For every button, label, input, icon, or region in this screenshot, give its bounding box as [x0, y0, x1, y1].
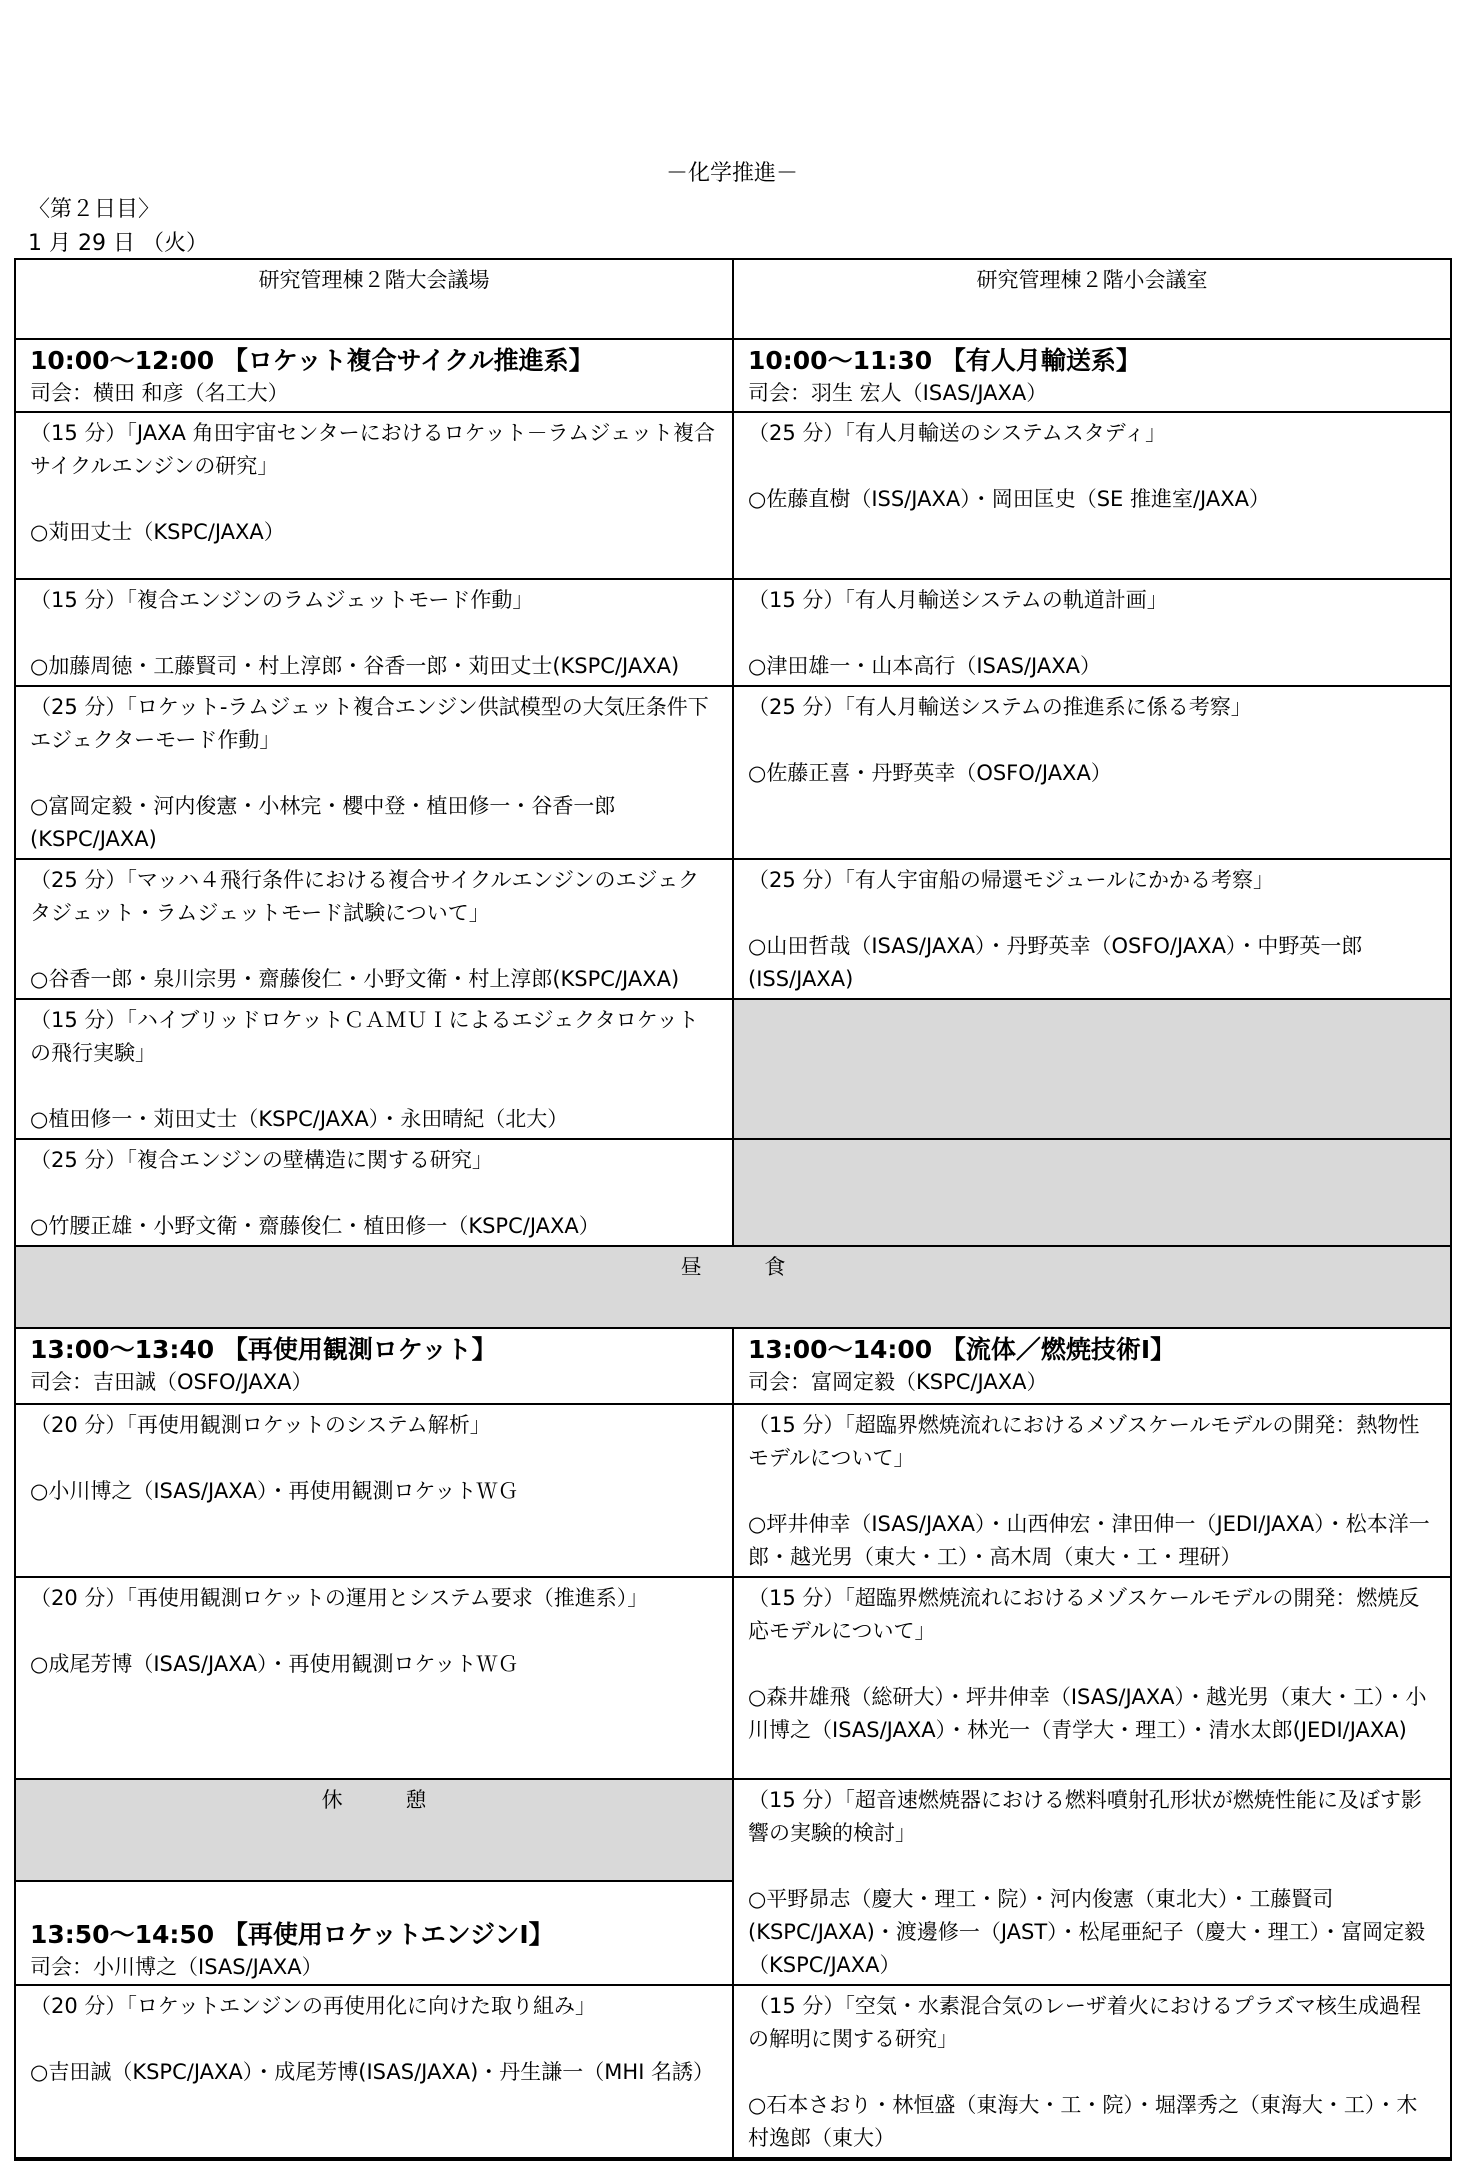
- empty-cell: [733, 1139, 1451, 1246]
- day-label: 〈第２日目〉: [28, 197, 161, 222]
- talk-title: （25 分）「有人月輸送システムの推進系に係る考察」: [748, 695, 1252, 719]
- talk-row: [15, 1139, 1451, 1246]
- talk-row: [15, 1985, 1451, 2159]
- lunch-row: [15, 1246, 1451, 1328]
- talk-title: （15 分）「JAXA 角田宇宙センターにおけるロケット－ラムジェット複合サイクルエンジンの研究」: [30, 421, 715, 478]
- talk-title: （15 分）「ハイブリッドロケットＣＡＭＵＩによるエジェクタロケットの飛行実験」: [30, 1008, 699, 1065]
- talk-title: （15 分）「有人月輸送システムの軌道計画」: [748, 588, 1168, 612]
- talk-cell: [15, 412, 733, 579]
- rest-break: [15, 1779, 733, 1881]
- talk-title: （25 分）「有人宇宙船の帰還モジュールにかかる考察」: [748, 868, 1275, 892]
- talk-cell: [15, 1985, 733, 2159]
- talk-cell: [15, 859, 733, 999]
- session-title: 13:00～14:00 【流体／燃焼技術Ⅰ】: [748, 1335, 1176, 1364]
- talk-row: [15, 1577, 1451, 1779]
- talk-authors: ○佐藤直樹（ISS/JAXA）・岡田匡史（SE 推進室/JAXA）: [748, 487, 1270, 511]
- session-header: [733, 339, 1451, 412]
- session-header: [15, 339, 733, 412]
- talk-authors: ○津田雄一・山本高行（ISAS/JAXA）: [748, 654, 1101, 678]
- room-left: 研究管理棟２階大会議場: [15, 259, 733, 339]
- session-chair: 司会：横田 和彦（名工大）: [30, 381, 289, 405]
- talk-row: [15, 999, 1451, 1139]
- talk-authors: ○山田哲哉（ISAS/JAXA）・丹野英幸（OSFO/JAXA）・中野英一郎(ISS/JAXA): [748, 934, 1363, 991]
- session-row: [15, 339, 1451, 412]
- session-chair: 司会：吉田誠（OSFO/JAXA）: [30, 1370, 313, 1394]
- session-title: 10:00～12:00 【ロケット複合サイクル推進系】: [30, 346, 594, 375]
- schedule-table: [14, 258, 1452, 2161]
- talk-cell: [15, 579, 733, 686]
- lunch-break: [15, 1246, 1451, 1328]
- session-chair: 司会：羽生 宏人（ISAS/JAXA）: [748, 381, 1048, 405]
- talk-title: （20 分）「再使用観測ロケットの運用とシステム要求（推進系）」: [30, 1586, 649, 1610]
- lunch-label: 昼 食: [680, 1255, 814, 1279]
- talk-authors: ○植田修一・苅田丈士（KSPC/JAXA）・永田晴紀（北大）: [30, 1107, 569, 1131]
- talk-authors: ○成尾芳博（ISAS/JAXA）・再使用観測ロケットＷＧ: [30, 1652, 519, 1676]
- talk-cell: [733, 859, 1451, 999]
- talk-cell: [15, 1404, 733, 1577]
- talk-row: [15, 859, 1451, 999]
- talk-row: [15, 579, 1451, 686]
- talk-authors: ○富岡定毅・河内俊憲・小林完・櫻中登・植田修一・谷香一郎(KSPC/JAXA): [30, 794, 616, 851]
- talk-authors: ○森井雄飛（総研大）・坪井伸幸（ISAS/JAXA）・越光男（東大・工）・小川博之（ISAS/JAXA）・林光一（青学大・理工）・清水太郎(JEDI/JAXA): [748, 1685, 1427, 1742]
- talk-title: （25 分）「複合エンジンの壁構造に関する研究」: [30, 1148, 493, 1172]
- talk-row: [15, 412, 1451, 579]
- talk-title: （15 分）「超音速燃焼器における燃料噴射孔形状が燃焼性能に及ぼす影響の実験的検討」: [748, 1788, 1422, 1845]
- session-title: 13:50～14:50 【再使用ロケットエンジンⅠ】: [30, 1920, 554, 1949]
- talk-cell: [15, 1139, 733, 1246]
- talk-title: （20 分）「ロケットエンジンの再使用化に向けた取り組み」: [30, 1994, 596, 2018]
- talk-authors: ○谷香一郎・泉川宗男・齋藤俊仁・小野文衛・村上淳郎(KSPC/JAXA): [30, 967, 680, 991]
- talk-title: （25 分）「マッハ４飛行条件における複合サイクルエンジンのエジェクタジェット・ラムジェットモード試験について」: [30, 868, 700, 925]
- session-title: 13:00～13:40 【再使用観測ロケット】: [30, 1335, 497, 1364]
- talk-authors: ○小川博之（ISAS/JAXA）・再使用観測ロケットＷＧ: [30, 1479, 519, 1503]
- talk-authors: ○竹腰正雄・小野文衛・齋藤俊仁・植田修一（KSPC/JAXA）: [30, 1214, 600, 1238]
- empty-cell: [733, 999, 1451, 1139]
- talk-cell: [15, 1577, 733, 1779]
- session-chair: 司会：小川博之（ISAS/JAXA）: [30, 1955, 323, 1979]
- session-header: [15, 1328, 733, 1404]
- session-chair: 司会：富岡定毅（KSPC/JAXA）: [748, 1370, 1048, 1394]
- talk-title: （25 分）「ロケット-ラムジェット複合エンジン供試模型の大気圧条件下エジェクターモード作動」: [30, 695, 709, 752]
- talk-cell: [733, 1577, 1451, 1779]
- room-right: 研究管理棟２階小会議室: [733, 259, 1451, 339]
- talk-authors: ○加藤周徳・工藤賢司・村上淳郎・谷香一郎・苅田丈士(KSPC/JAXA): [30, 654, 680, 678]
- session-header: [15, 1881, 733, 1985]
- talk-authors: ○坪井伸幸（ISAS/JAXA）・山西伸宏・津田伸一（JEDI/JAXA）・松本洋一郎・越光男（東大・工）・高木周（東大・工・理研）: [748, 1512, 1430, 1569]
- rest-label: 休 憩: [321, 1788, 455, 1812]
- room-header-row: [15, 259, 1451, 339]
- talk-row: [15, 1404, 1451, 1577]
- session-header: [733, 1328, 1451, 1404]
- talk-authors: ○吉田誠（KSPC/JAXA）・成尾芳博(ISAS/JAXA)・丹生謙一（MHI 名誘）: [30, 2060, 715, 2084]
- talk-title: （15 分）「超臨界燃焼流れにおけるメゾスケールモデルの開発：燃焼反応モデルについて」: [748, 1586, 1420, 1643]
- talk-cell: [733, 1779, 1451, 1985]
- talk-cell: [733, 1985, 1451, 2159]
- talk-authors: ○苅田丈士（KSPC/JAXA）: [30, 520, 285, 544]
- talk-cell: [733, 1404, 1451, 1577]
- talk-title: （15 分）「超臨界燃焼流れにおけるメゾスケールモデルの開発：熱物性モデルについて」: [748, 1413, 1420, 1470]
- talk-title: （20 分）「再使用観測ロケットのシステム解析」: [30, 1413, 491, 1437]
- talk-row: [15, 686, 1451, 859]
- talk-authors: ○石本さおり・林恒盛（東海大・工・院）・堀澤秀之（東海大・工）・木村逸郎（東大）: [748, 2093, 1418, 2150]
- talk-authors: ○佐藤正喜・丹野英幸（OSFO/JAXA）: [748, 761, 1112, 785]
- talk-title: （15 分）「空気・水素混合気のレーザ着火におけるプラズマ核生成過程の解明に関する研究」: [748, 1994, 1421, 2051]
- break-row: [15, 1779, 1451, 1881]
- document-title: －化学推進－: [665, 161, 798, 186]
- talk-authors: ○平野昴志（慶大・理工・院）・河内俊憲（東北大）・工藤賢司(KSPC/JAXA)・渡邊修一（JAST）・松尾亜紀子（慶大・理工）・富岡定毅（KSPC/JAXA）: [748, 1887, 1426, 1977]
- talk-title: （25 分）「有人月輸送のシステムスタディ」: [748, 421, 1167, 445]
- talk-title: （15 分）「複合エンジンのラムジェットモード作動」: [30, 588, 534, 612]
- talk-cell: [15, 686, 733, 859]
- talk-cell: [733, 412, 1451, 579]
- session-title: 10:00～11:30 【有人月輸送系】: [748, 346, 1141, 375]
- talk-cell: [733, 579, 1451, 686]
- session-row: [15, 1328, 1451, 1404]
- date-label: 1 月 29 日 （火）: [28, 231, 208, 256]
- talk-cell: [733, 686, 1451, 859]
- talk-cell: [15, 999, 733, 1139]
